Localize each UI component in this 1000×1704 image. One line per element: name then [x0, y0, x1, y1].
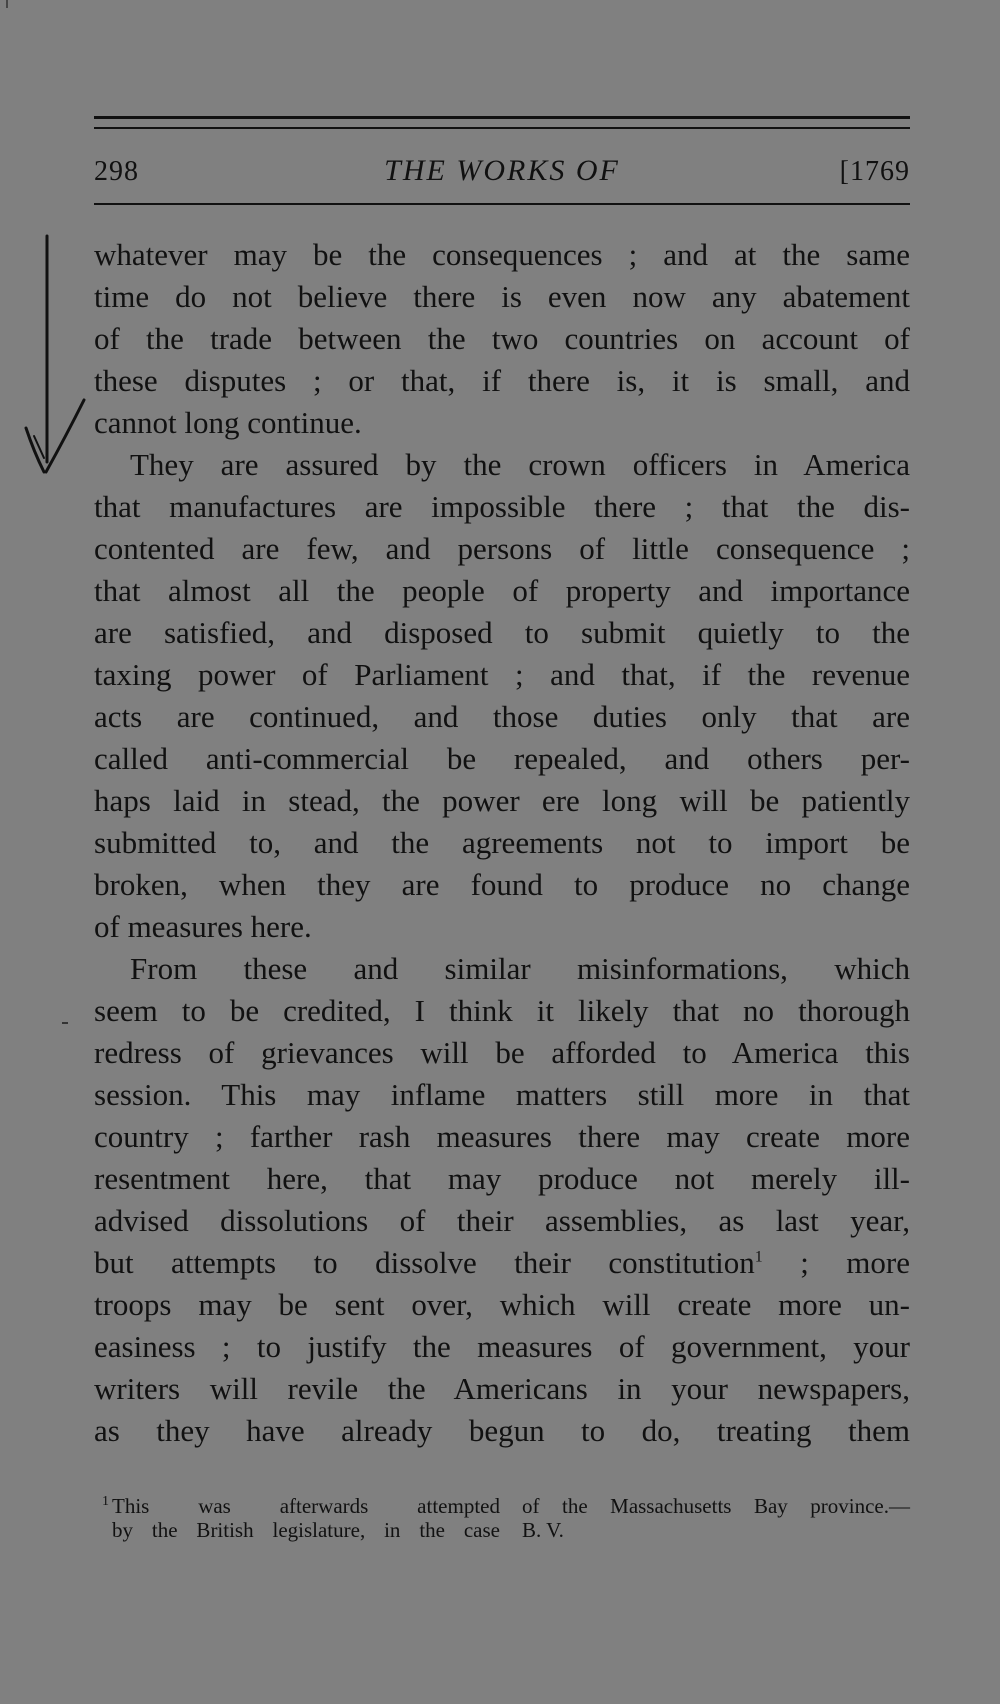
text-line: that almost all the people of property and importance: [94, 573, 910, 608]
footnote-line: This was afterwards attempted: [112, 1494, 500, 1518]
text-line: cannot long continue.: [94, 405, 362, 440]
text-line: writers will revile the Americans in your newspapers,: [94, 1371, 910, 1406]
stray-mark-icon: [4, 0, 10, 10]
text-line: session. This may inflame matters still more in that: [94, 1077, 910, 1112]
header-rule-second: [94, 127, 910, 129]
text-line: haps laid in stead, the power ere long will be patiently: [94, 783, 910, 818]
hand-drawn-down-arrow-icon: [20, 232, 90, 482]
text-line: troops may be sent over, which will create more un-: [94, 1287, 910, 1322]
text-line: are satisfied, and disposed to submit quietly to the: [94, 615, 910, 650]
text-line: whatever may be the consequences ; and at the same: [94, 237, 910, 272]
running-head: [94, 150, 910, 194]
text-line: country ; farther rash measures there may create more: [94, 1119, 910, 1154]
page-number: 298: [94, 156, 139, 187]
text-line: easiness ; to justify the measures of government, your: [94, 1329, 910, 1364]
footnote-line: of the Massachusetts Bay province.—: [522, 1494, 910, 1518]
footnote-marker: 1: [102, 1494, 109, 1509]
text-line: that manufactures are impossible there ; that the dis-: [94, 489, 910, 524]
footnote-column-left: [102, 1494, 500, 1542]
text-line: They are assured by the crown officers in America: [130, 447, 910, 482]
footnote-line: by the British legislature, in the case: [112, 1518, 500, 1542]
text-line: From these and similar misinformations, which: [130, 951, 910, 986]
text-line: contented are few, and persons of little consequence ;: [94, 531, 910, 566]
header-rule-bottom: [94, 203, 910, 205]
text-line: resentment here, that may produce not merely ill-: [94, 1161, 910, 1196]
text-line: taxing power of Parliament ; and that, if the revenue: [94, 657, 910, 692]
text-line: advised dissolutions of their assemblies, as last year,: [94, 1203, 910, 1238]
body-text: [94, 234, 910, 1452]
footnote-reference[interactable]: 1: [754, 1248, 763, 1266]
text-line: as they have already begun to do, treating them: [94, 1413, 910, 1448]
footnote-column-right: [522, 1494, 910, 1542]
running-year: [1769: [839, 156, 910, 187]
running-title: THE WORKS OF: [384, 154, 620, 187]
text-line: called anti-commercial be repealed, and others per-: [94, 741, 910, 776]
text-line: time do not believe there is even now any abatement: [94, 279, 910, 314]
text-line-part: but attempts to dissolve their constitution: [94, 1245, 755, 1280]
text-line: of measures here.: [94, 909, 312, 944]
text-line: these disputes ; or that, if there is, it is small, and: [94, 363, 910, 398]
text-line: seem to be credited, I think it likely that no thorough: [94, 993, 910, 1028]
text-line: broken, when they are found to produce no change: [94, 867, 910, 902]
text-line-with-footnote-ref: [94, 1242, 910, 1284]
text-line: acts are continued, and those duties only that are: [94, 699, 910, 734]
stray-dot: [62, 1022, 68, 1024]
footnote-line: B. V.: [522, 1518, 564, 1542]
text-line: redress of grievances will be afforded to America this: [94, 1035, 910, 1070]
header-rule-top: [94, 116, 910, 119]
text-line-part: ; more: [800, 1245, 911, 1280]
text-line: of the trade between the two countries on account of: [94, 321, 910, 356]
text-line: submitted to, and the agreements not to import be: [94, 825, 910, 860]
